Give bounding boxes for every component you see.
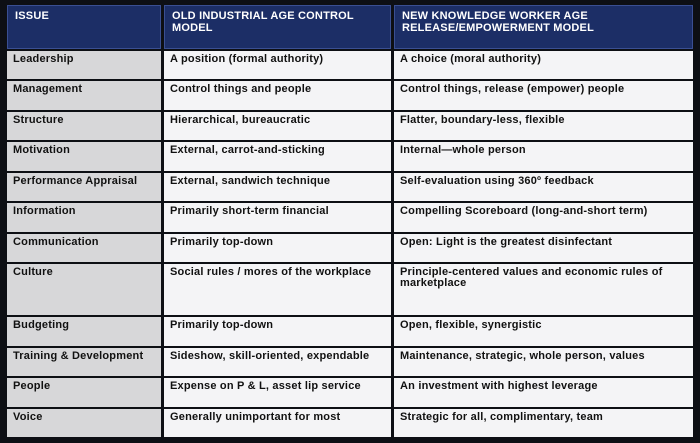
new-model-cell: Self-evaluation using 360º feedback	[394, 173, 693, 201]
issue-cell: Management	[7, 81, 161, 109]
new-model-cell: An investment with highest leverage	[394, 378, 693, 406]
new-model-cell: Open: Light is the greatest disinfectant	[394, 234, 693, 262]
issue-cell: Budgeting	[7, 317, 161, 345]
old-model-cell: Control things and people	[164, 81, 391, 109]
table-row	[7, 142, 693, 170]
table-row	[7, 112, 693, 140]
old-model-cell: Sideshow, skill-oriented, expendable	[164, 348, 391, 376]
table-row	[7, 81, 693, 109]
new-model-cell: Flatter, boundary-less, flexible	[394, 112, 693, 140]
table-row	[7, 173, 693, 201]
old-model-cell: A position (formal authority)	[164, 51, 391, 79]
issue-cell: Performance Appraisal	[7, 173, 161, 201]
new-model-cell: Open, flexible, synergistic	[394, 317, 693, 345]
old-model-cell: Primarily short-term financial	[164, 203, 391, 231]
table-row	[7, 409, 693, 437]
table-row	[7, 317, 693, 345]
issue-cell: Training & Development	[7, 348, 161, 376]
issue-cell: Motivation	[7, 142, 161, 170]
old-model-cell: Expense on P & L, asset lip service	[164, 378, 391, 406]
old-model-cell: Generally unimportant for most	[164, 409, 391, 437]
old-model-cell: Primarily top-down	[164, 317, 391, 345]
issue-cell: People	[7, 378, 161, 406]
table-row	[7, 203, 693, 231]
issue-cell: Structure	[7, 112, 161, 140]
new-model-cell: Control things, release (empower) people	[394, 81, 693, 109]
new-model-cell: Compelling Scoreboard (long-and-short term)	[394, 203, 693, 231]
table-row	[7, 51, 693, 79]
header-new-model: NEW KNOWLEDGE WORKER AGE RELEASE/EMPOWERMENT MODEL	[394, 5, 693, 49]
header-old-model: OLD INDUSTRIAL AGE CONTROL MODEL	[164, 5, 391, 49]
table-row	[7, 378, 693, 406]
new-model-cell: Internal—whole person	[394, 142, 693, 170]
old-model-cell: Primarily top-down	[164, 234, 391, 262]
issue-cell: Voice	[7, 409, 161, 437]
issue-cell: Information	[7, 203, 161, 231]
old-model-cell: Hierarchical, bureaucratic	[164, 112, 391, 140]
issue-cell: Communication	[7, 234, 161, 262]
new-model-cell: Strategic for all, complimentary, team	[394, 409, 693, 437]
new-model-cell: Maintenance, strategic, whole person, values	[394, 348, 693, 376]
table-row	[7, 234, 693, 262]
table-row	[7, 348, 693, 376]
table-row	[7, 264, 693, 315]
issue-cell: Leadership	[7, 51, 161, 79]
old-model-cell: External, carrot-and-sticking	[164, 142, 391, 170]
new-model-cell: Principle-centered values and economic rules of marketplace	[394, 264, 693, 315]
table-header-row	[7, 5, 693, 49]
old-model-cell: External, sandwich technique	[164, 173, 391, 201]
header-issue: ISSUE	[7, 5, 161, 49]
old-model-cell: Social rules / mores of the workplace	[164, 264, 391, 315]
issue-cell: Culture	[7, 264, 161, 315]
comparison-table	[4, 3, 696, 439]
new-model-cell: A choice (moral authority)	[394, 51, 693, 79]
